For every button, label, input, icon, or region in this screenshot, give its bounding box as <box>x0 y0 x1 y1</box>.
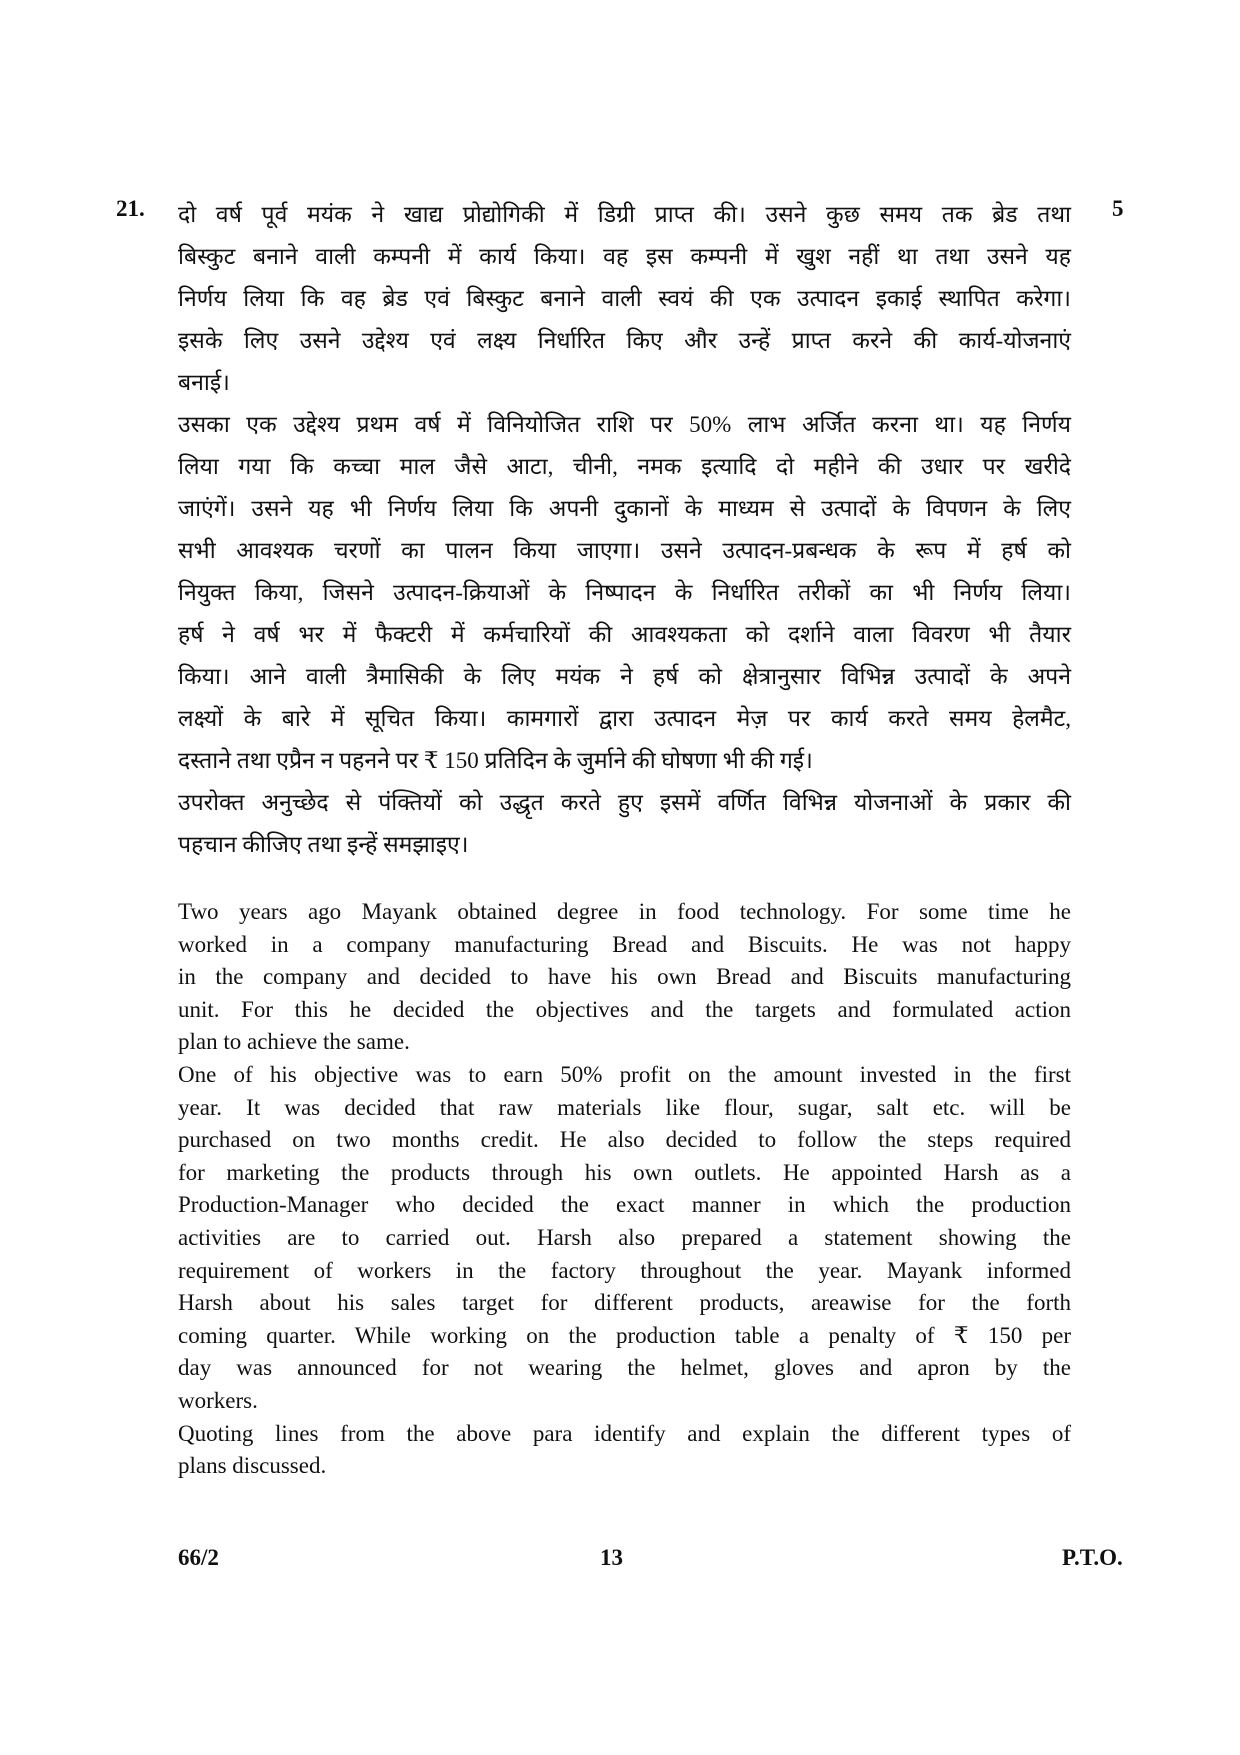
text-line: निर्णय लिया कि वह ब्रेड एवं बिस्कुट बनाने वाली स्वयं की एक उत्पादन इकाई स्थापित करेगा। <box>178 286 1071 311</box>
text-line: उसका एक उद्देश्य प्रथम वर्ष में विनियोजित राशि पर 50% लाभ अर्जित करना था। यह निर्णय <box>178 412 1071 437</box>
text-line: उपरोक्त अनुच्छेद से पंक्तियों को उद्धृत करते हुए इसमें वर्णित विभिन्न योजनाओं के प्रकार की <box>178 790 1071 815</box>
text-line: लिया गया कि कच्चा माल जैसे आटा, चीनी, नमक इत्यादि दो महीने की उधार पर खरीदे <box>178 454 1071 479</box>
text-line: purchased on two months credit. He also decided to follow the steps required <box>178 1127 1071 1153</box>
text-line: year. It was decided that raw materials like flour, sugar, salt etc. will be <box>178 1094 1071 1120</box>
text-line: Production-Manager who decided the exact manner in which the production <box>178 1192 1071 1218</box>
text-line: Quoting lines from the above para identify and explain the different types of <box>178 1420 1071 1446</box>
text-line: बनाई। <box>178 370 230 395</box>
question-marks: 5 <box>1112 196 1124 221</box>
text-line: activities are to carried out. Harsh also prepared a statement showing the <box>178 1224 1071 1250</box>
question-text-english <box>178 896 1071 1483</box>
text-line: बिस्कुट बनाने वाली कम्पनी में कार्य किया। वह इस कम्पनी में खुश नहीं था तथा उसने यह <box>178 244 1071 269</box>
footer-page-number: 13 <box>600 1545 623 1570</box>
text-line: नियुक्त किया, जिसने उत्पादन-क्रियाओं के निष्पादन के निर्धारित तरीकों का भी निर्णय लिया। <box>178 580 1071 605</box>
text-line: worked in a company manufacturing Bread and Biscuits. He was not happy <box>178 931 1071 957</box>
text-line: coming quarter. While working on the production table a penalty of ₹ 150 per <box>178 1322 1071 1348</box>
text-line: हर्ष ने वर्ष भर में फैक्टरी में कर्मचारियों की आवश्यकता को दर्शाने वाला विवरण भी तैयार <box>178 622 1071 647</box>
text-line: किया। आने वाली त्रैमासिकी के लिए मयंक ने हर्ष को क्षेत्रानुसार विभिन्न उत्पादों के अपने <box>178 664 1071 689</box>
text-line: in the company and decided to have his own Bread and Biscuits manufacturing <box>178 964 1071 990</box>
text-line: दो वर्ष पूर्व मयंक ने खाद्य प्रोद्योगिकी में डिग्री प्राप्त की। उसने कुछ समय तक ब्रेड तथा <box>178 202 1071 227</box>
text-line: plan to achieve the same. <box>178 1029 410 1055</box>
question-number: 21. <box>116 196 145 221</box>
text-line: Two years ago Mayank obtained degree in food technology. For some time he <box>178 899 1071 924</box>
text-line: सभी आवश्यक चरणों का पालन किया जाएगा। उसने उत्पादन-प्रबन्धक के रूप में हर्ष को <box>178 538 1071 563</box>
text-line: पहचान कीजिए तथा इन्हें समझाइए। <box>178 832 469 857</box>
text-line: One of his objective was to earn 50% profit on the amount invested in the first <box>178 1061 1071 1087</box>
text-line: जाएंगें। उसने यह भी निर्णय लिया कि अपनी दुकानों के माध्यम से उत्पादों के विपणन के लिए <box>178 496 1071 521</box>
question-text-hindi <box>178 194 1071 866</box>
text-line: day was announced for not wearing the helmet, gloves and apron by the <box>178 1355 1071 1381</box>
text-line: plans discussed. <box>178 1453 327 1479</box>
footer-paper-code: 66/2 <box>178 1545 219 1570</box>
text-line: unit. For this he decided the objectives and the targets and formulated action <box>178 996 1071 1022</box>
footer-pto: P.T.O. <box>1062 1545 1123 1570</box>
text-line: workers. <box>178 1387 258 1413</box>
text-line: requirement of workers in the factory throughout the year. Mayank informed <box>178 1257 1071 1283</box>
text-line: Harsh about his sales target for different products, areawise for the forth <box>178 1290 1071 1316</box>
text-line: इसके लिए उसने उद्देश्य एवं लक्ष्य निर्धारित किए और उन्हें प्राप्त करने की कार्य-योजनाएं <box>178 328 1071 353</box>
text-line: for marketing the products through his own outlets. He appointed Harsh as a <box>178 1159 1071 1185</box>
text-line: दस्ताने तथा एप्रैन न पहनने पर ₹ 150 प्रतिदिन के जुर्माने की घोषणा भी की गई। <box>178 748 813 773</box>
text-line: लक्ष्यों के बारे में सूचित किया। कामगारों द्वारा उत्पादन मेज़ पर कार्य करते समय हेलमैट, <box>178 706 1071 731</box>
